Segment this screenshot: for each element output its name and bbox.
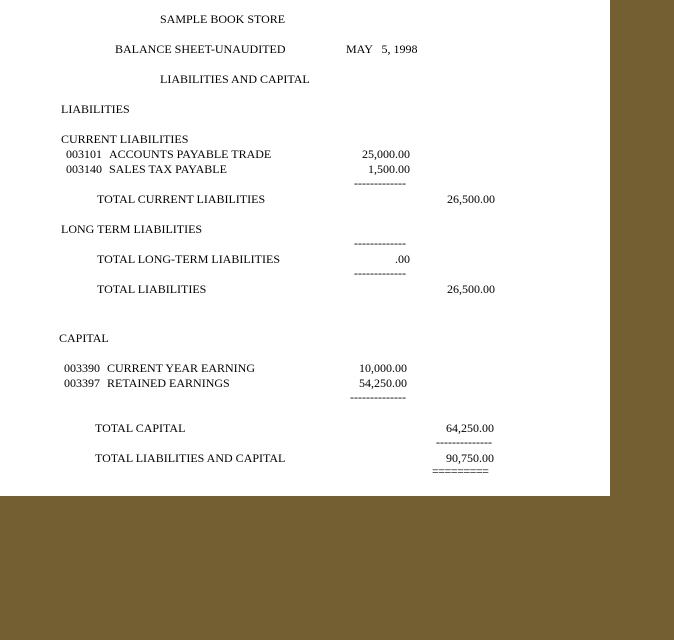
subtotal-rule: ------------- bbox=[354, 176, 406, 190]
report-title: BALANCE SHEET-UNAUDITED bbox=[115, 42, 286, 56]
total-current-liabilities-label: TOTAL CURRENT LIABILITIES bbox=[97, 192, 266, 206]
total-liabilities-label: TOTAL LIABILITIES bbox=[97, 282, 207, 296]
account-name: ACCOUNTS PAYABLE TRADE bbox=[109, 147, 272, 161]
total-liabilities-and-capital-amount: 90,750.00 bbox=[446, 451, 494, 465]
account-code: 003390 bbox=[64, 361, 100, 375]
company-name: SAMPLE BOOK STORE bbox=[160, 12, 286, 26]
long-term-liabilities-heading: LONG TERM LIABILITIES bbox=[61, 222, 203, 236]
account-code: 003101 bbox=[66, 147, 102, 161]
total-long-term-liabilities-amount: .00 bbox=[395, 252, 410, 266]
report-date: MAY 5, 1998 bbox=[346, 42, 418, 56]
account-name: CURRENT YEAR EARNING bbox=[107, 361, 256, 375]
account-code: 003140 bbox=[66, 162, 102, 176]
capital-heading: CAPITAL bbox=[59, 331, 109, 345]
total-liabilities-amount: 26,500.00 bbox=[447, 282, 495, 296]
account-amount: 10,000.00 bbox=[359, 361, 407, 375]
account-amount: 54,250.00 bbox=[359, 376, 407, 390]
liabilities-heading: LIABILITIES bbox=[61, 102, 130, 116]
account-amount: 1,500.00 bbox=[368, 162, 410, 176]
current-liabilities-heading: CURRENT LIABILITIES bbox=[61, 132, 189, 146]
total-capital-label: TOTAL CAPITAL bbox=[95, 421, 186, 435]
account-name: SALES TAX PAYABLE bbox=[109, 162, 227, 176]
section-title: LIABILITIES AND CAPITAL bbox=[160, 72, 310, 86]
subtotal-rule: -------------- bbox=[350, 390, 406, 404]
total-current-liabilities-amount: 26,500.00 bbox=[447, 192, 495, 206]
account-name: RETAINED EARNINGS bbox=[107, 376, 230, 390]
total-capital-amount: 64,250.00 bbox=[446, 421, 494, 435]
total-liabilities-and-capital-label: TOTAL LIABILITIES AND CAPITAL bbox=[95, 451, 286, 465]
double-rule: ========= bbox=[432, 464, 489, 478]
subtotal-rule: ------------- bbox=[354, 266, 406, 280]
total-rule: -------------- bbox=[436, 435, 492, 449]
total-long-term-liabilities-label: TOTAL LONG-TERM LIABILITIES bbox=[97, 252, 281, 266]
account-code: 003397 bbox=[64, 376, 100, 390]
account-amount: 25,000.00 bbox=[362, 147, 410, 161]
subtotal-rule: ------------- bbox=[354, 236, 406, 250]
